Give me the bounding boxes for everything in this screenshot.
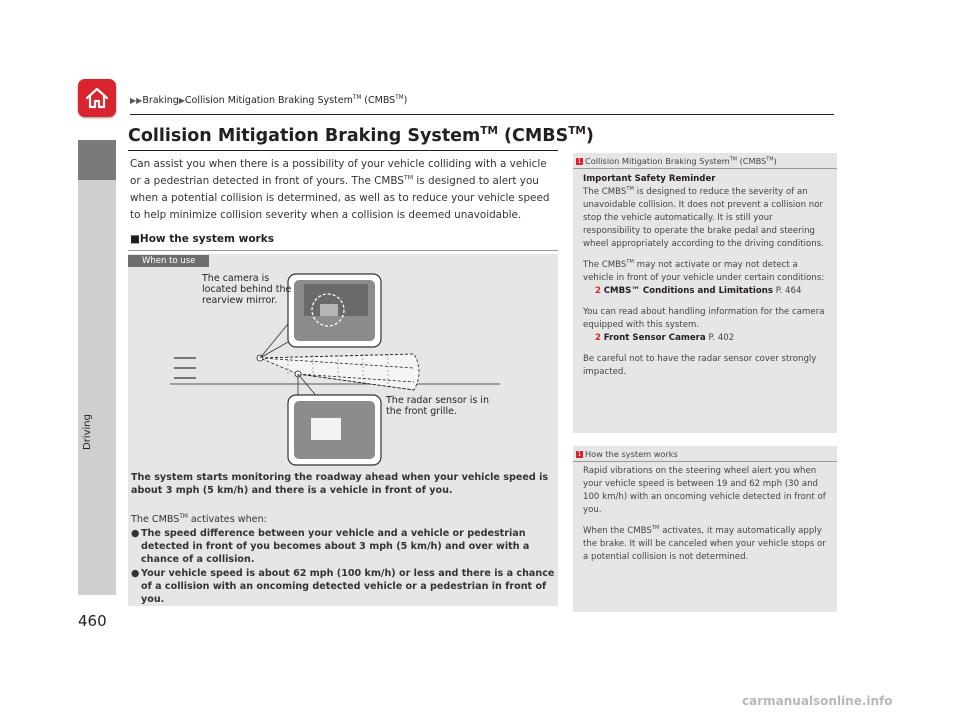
bullet-icon: ● [131, 568, 140, 579]
section-divider [128, 250, 558, 251]
watermark: carmanualsonline.info [742, 694, 893, 708]
bullet-icon: ● [131, 528, 140, 539]
note-subheading: Important Safety Reminder [583, 174, 716, 184]
activates-intro: The CMBS™ activates when: [131, 513, 267, 525]
monitoring-text: The system starts monitoring the roadway ahead when your vehicle speed is about 3 mph (5 km/h) and there is a vehicle in front of you. [131, 472, 549, 496]
xref-camera-link[interactable]: 2 Front Sensor Camera P. 402 [595, 333, 735, 343]
title-divider [128, 150, 558, 151]
intro-paragraph: Can assist you when there is a possibility of your vehicle colliding with a vehicle or a pedestrian detected in front of yours. The CMBS™ is designed to alert you when a potential collision is determined, as well as to reduce your vehicle speed to help minimize collision severity when a collision is deemed unavoidable. [130, 158, 550, 221]
xref-conditions-link[interactable]: 2 CMBS™ Conditions and Limitations P. 464 [595, 286, 802, 296]
page-title: Collision Mitigation Braking System™ (CMBS™) [128, 125, 594, 146]
chapter-label: Driving [82, 414, 93, 450]
how-it-works-note [573, 446, 837, 612]
chapter-tab [78, 140, 116, 595]
when-to-use-tag: When to use [128, 255, 209, 267]
breadcrumb-arrow-icon: ▶▶ [130, 96, 143, 105]
note-heading: 1 Collision Mitigation Braking System™ (CMBS™) [577, 156, 777, 166]
note-paragraph: When the CMBS™ activates, it may automatically apply the brake. It will be canceled when your vehicle stops or a potential collision is not determined. [583, 525, 826, 562]
chapter-tab-marker [78, 140, 116, 180]
xref-arrow-icon: 2 [595, 333, 601, 343]
home-icon [78, 79, 116, 117]
note-divider [573, 461, 837, 462]
radar-callout: The radar sensor is in the front grille. [386, 395, 489, 417]
camera-callout: The camera is located behind the rearview mirror. [202, 273, 292, 306]
page-number: 460 [78, 612, 107, 630]
section-heading: ■How the system works [130, 233, 274, 245]
note-paragraph: Be careful not to have the radar sensor cover strongly impacted. [583, 354, 817, 377]
note-marker-icon: 1 [577, 451, 582, 458]
cmbs-diagram [128, 262, 558, 472]
note-paragraph: The CMBS™ may not activate or may not detect a vehicle in front of your vehicle under certain conditions: [583, 259, 825, 283]
note-paragraph: You can read about handling information for the camera equipped with this system. [583, 307, 825, 330]
header-divider [130, 114, 834, 115]
breadcrumb-item-cmbs[interactable]: Collision Mitigation Braking System™ (CMBS™) [184, 94, 408, 106]
list-item: ● Your vehicle speed is about 62 mph (100 km/h) or less and there is a chance of a collision with an oncoming detected vehicle or a pedestrian in front of you. [131, 568, 555, 605]
list-item: ● The speed difference between your vehicle and a vehicle or pedestrian detected in front of you becomes about 3 mph (5 km/h) and over with a chance of a collision. [131, 528, 530, 565]
home-button[interactable] [78, 79, 116, 117]
note-paragraph: Rapid vibrations on the steering wheel alert you when your vehicle speed is between 19 and 62 mph (30 and 100 km/h) with an oncoming vehicle detected in front of you. [583, 466, 826, 515]
note-marker-icon: 1 [577, 158, 582, 165]
note-heading: 1 How the system works [577, 449, 678, 459]
xref-arrow-icon: 2 [595, 286, 601, 296]
detection-zone [260, 354, 419, 390]
breadcrumb-item-braking[interactable]: Braking [142, 95, 179, 106]
breadcrumb [130, 95, 407, 106]
note-paragraph: The CMBS™ is designed to reduce the severity of an unavoidable collision. It does not prevent a collision nor stop the vehicle automatically. It is still your responsibility to operate the brake pedal and steering wheel appropriately according to the driving conditions. [583, 186, 824, 249]
note-divider [573, 168, 837, 169]
breadcrumb-arrow-icon: ▶ [178, 96, 185, 105]
safety-note [573, 153, 837, 433]
